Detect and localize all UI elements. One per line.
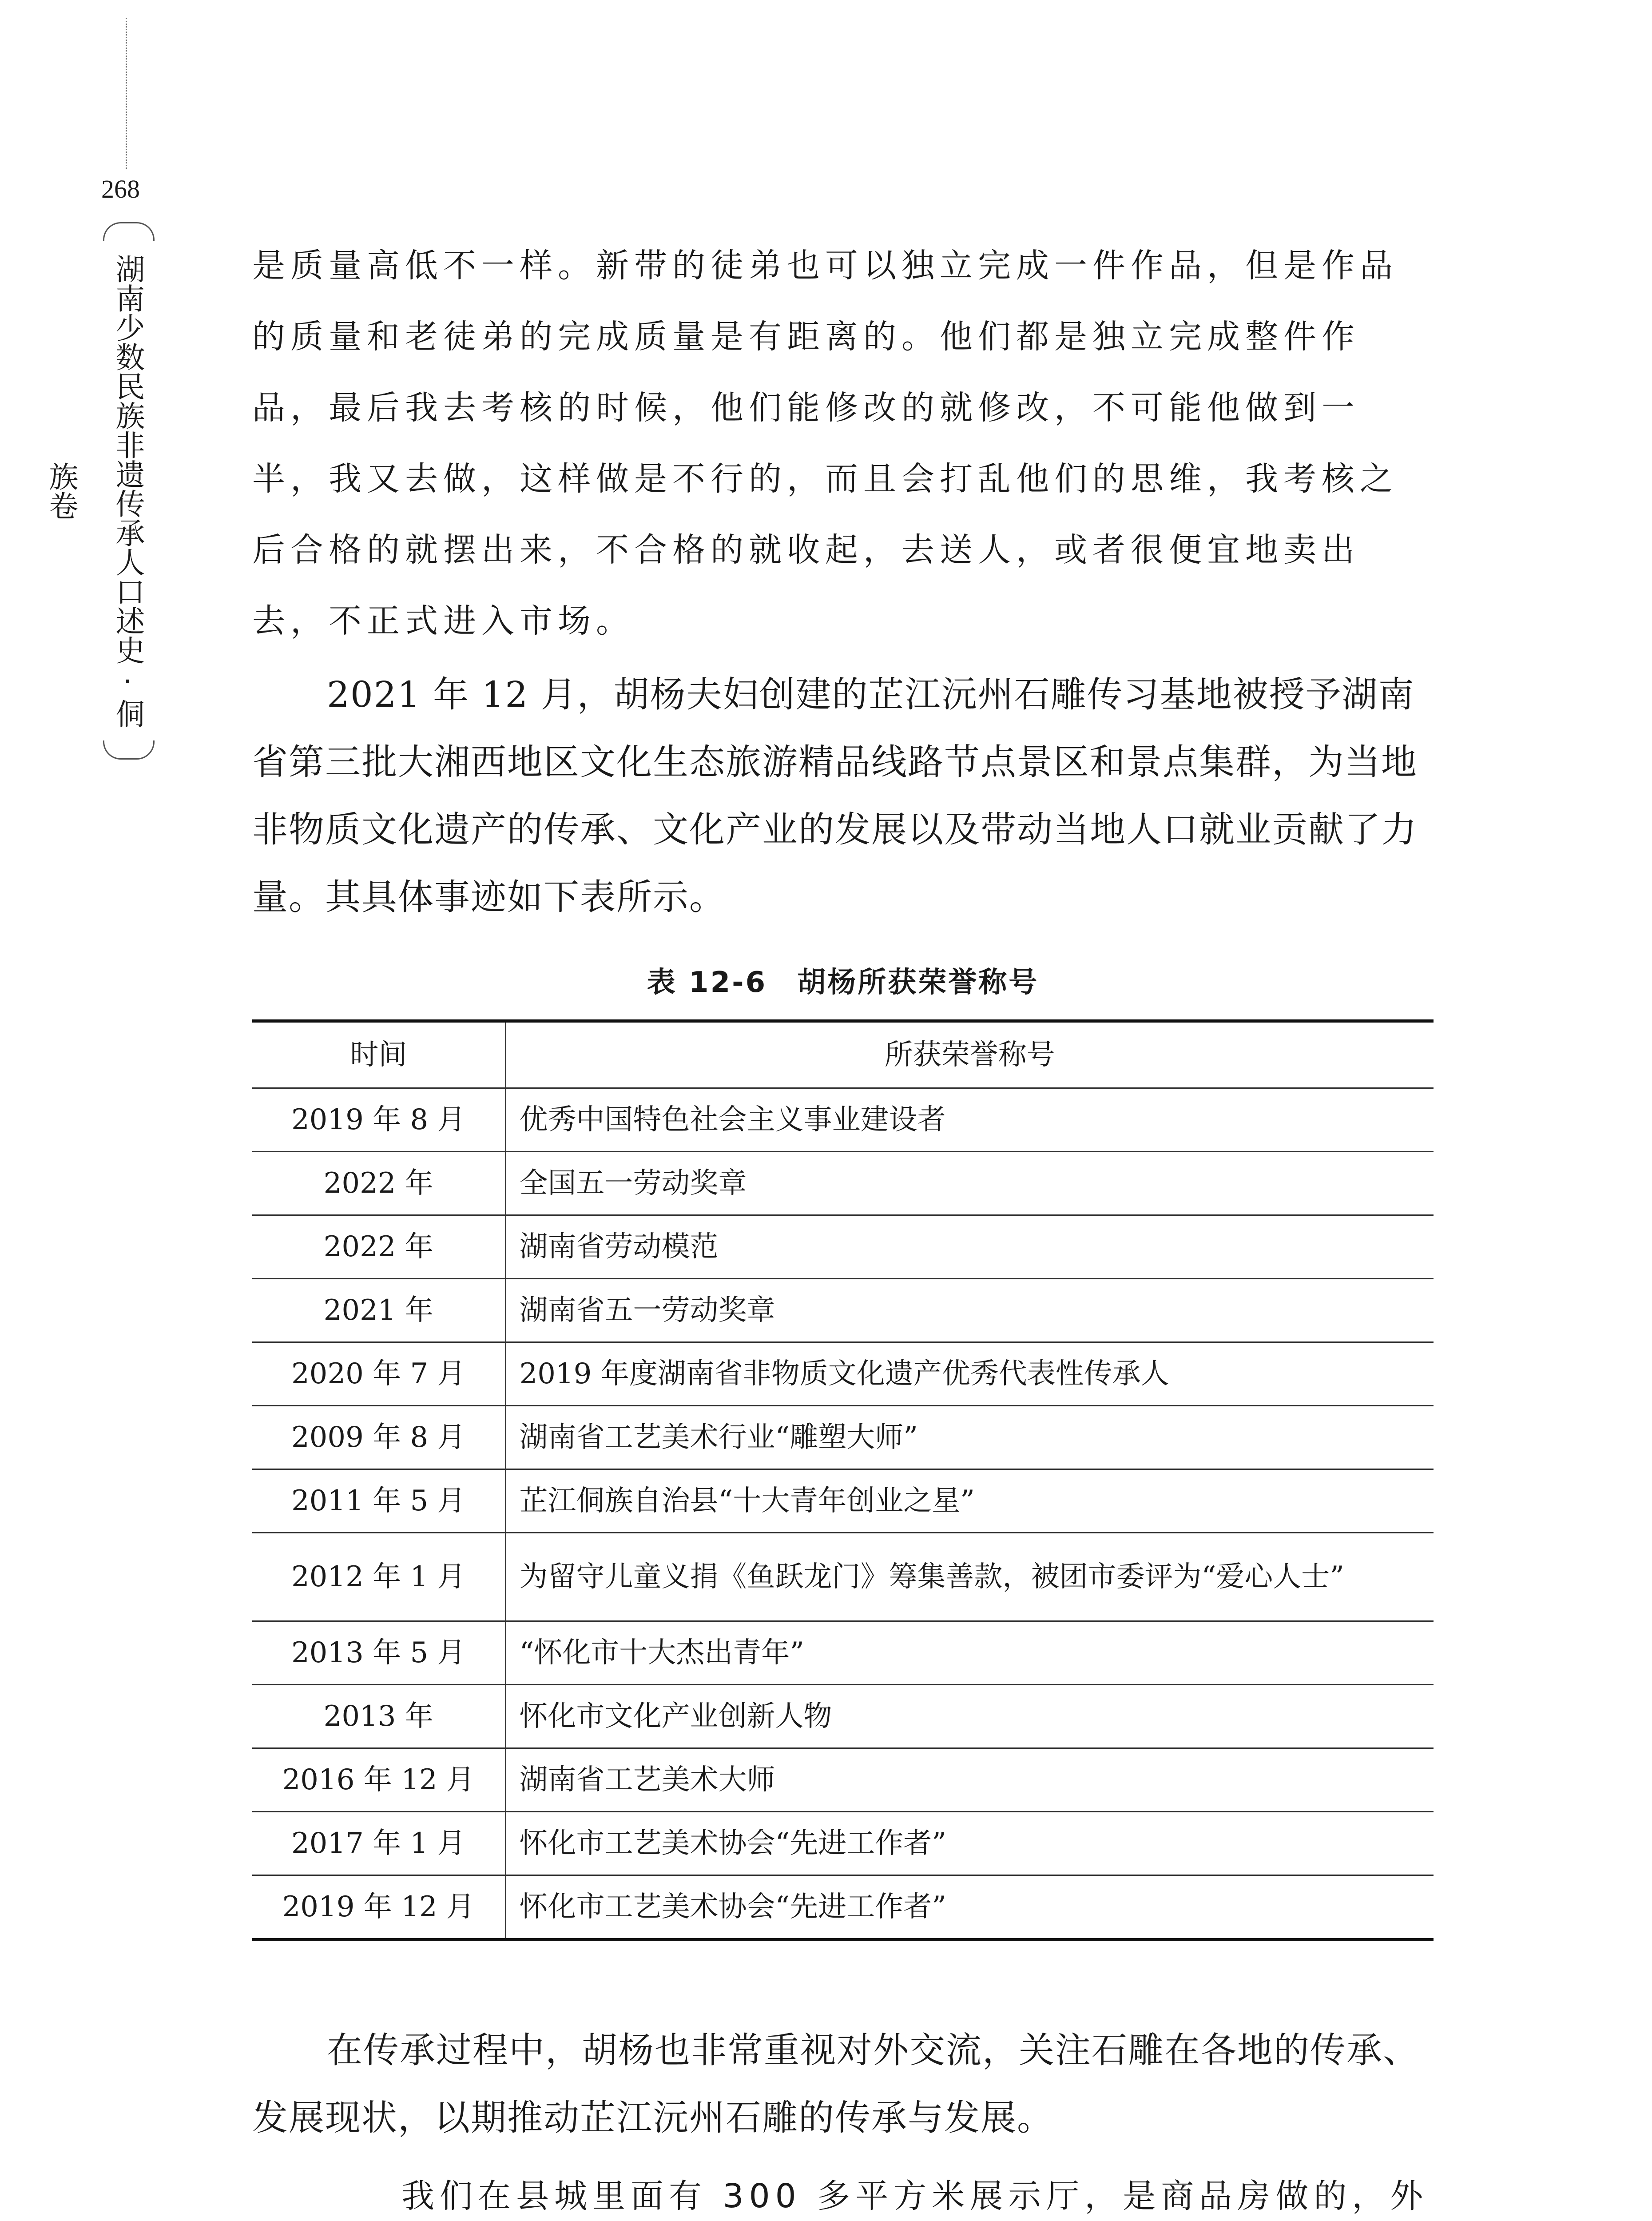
table-row — [252, 1279, 1434, 1342]
cell-time: 2022 年 — [252, 1215, 505, 1279]
cell-time: 2011 年 5 月 — [252, 1469, 505, 1533]
cell-honor: 为留守儿童义捐《鱼跃龙门》筹集善款，被团市委评为“爱心人士” — [505, 1533, 1434, 1621]
cell-time: 2019 年 8 月 — [252, 1088, 505, 1152]
cell-time: 2012 年 1 月 — [252, 1533, 505, 1621]
cell-honor: “怀化市十大杰出青年” — [505, 1621, 1434, 1685]
cell-honor: 湖南省五一劳动奖章 — [505, 1279, 1434, 1342]
table-caption: 表 12-6 胡杨所获荣誉称号 — [647, 966, 1039, 999]
table-row — [252, 1215, 1434, 1279]
margin-dotted-rule — [126, 18, 127, 169]
running-title-bracket-top — [103, 222, 155, 241]
table-row — [252, 1088, 1434, 1152]
cell-honor: 芷江侗族自治县“十大青年创业之星” — [505, 1469, 1434, 1533]
cell-honor: 湖南省工艺美术大师 — [505, 1748, 1434, 1812]
cell-honor: 怀化市文化产业创新人物 — [505, 1685, 1434, 1748]
narrative-paragraph: 2021 年 12 月，胡杨夫妇创建的芷江沅州石雕传习基地被授予湖南省第三批大湘西地区文化生态旅游精品线路节点景区和景点集群，为当地非物质文化遗产的传承、文化产业的发展以及带动当地人口就业贡献了力量。其具体事迹如下表所示。 — [252, 674, 1418, 918]
cell-honor: 全国五一劳动奖章 — [505, 1152, 1434, 1215]
top-text-block — [252, 230, 1434, 931]
cell-honor: 优秀中国特色社会主义事业建设者 — [505, 1088, 1434, 1152]
cell-time: 2019 年 12 月 — [252, 1875, 505, 1940]
cell-time: 2017 年 1 月 — [252, 1812, 505, 1875]
running-title-text: 湖南少数民族非遗传承人口述史·侗族卷 — [44, 254, 145, 728]
cell-time: 2013 年 5 月 — [252, 1621, 505, 1685]
running-title-bracket-bottom — [103, 740, 155, 760]
cell-honor: 怀化市工艺美术协会“先进工作者” — [505, 1875, 1434, 1940]
honors-table — [252, 1019, 1434, 1941]
cell-time: 2016 年 12 月 — [252, 1748, 505, 1812]
table-row — [252, 1748, 1434, 1812]
table-row — [252, 1685, 1434, 1748]
table-row — [252, 1533, 1434, 1621]
page-number: 268 — [101, 175, 140, 203]
interview-quote-start: 我们在县城里面有 300 多平方米展示厅，是商品房做的，外 — [401, 2177, 1429, 2215]
interview-quote-paragraph: 是质量高低不一样。新带的徒弟也可以独立完成一件作品，但是作品的质量和老徒弟的完成质量是有距离的。他们都是独立完成整件作品，最后我去考核的时候，他们能修改的就修改，不可能他做到一半，我又去做，这样做是不行的，而且会打乱他们的思维，我考核之后合格的就摆出来，不合格的就收起，去送人，或者很便宜地卖出去，不正式进入市场。 — [252, 247, 1398, 640]
cell-honor: 湖南省工艺美术行业“雕塑大师” — [505, 1406, 1434, 1469]
table-row — [252, 1406, 1434, 1469]
table-row — [252, 1812, 1434, 1875]
header-honor: 所获荣誉称号 — [505, 1021, 1434, 1088]
table-row — [252, 1152, 1434, 1215]
cell-honor: 2019 年度湖南省非物质文化遗产优秀代表性传承人 — [505, 1342, 1434, 1406]
cell-time: 2009 年 8 月 — [252, 1406, 505, 1469]
table-header-row — [252, 1021, 1434, 1088]
cell-time: 2022 年 — [252, 1152, 505, 1215]
narrative-paragraph-2: 在传承过程中，胡杨也非常重视对外交流，关注石雕在各地的传承、发展现状，以期推动芷江沅州石雕的传承与发展。 — [252, 2030, 1419, 2138]
cell-time: 2013 年 — [252, 1685, 505, 1748]
running-title — [44, 222, 161, 760]
cell-time: 2020 年 7 月 — [252, 1342, 505, 1406]
cell-time: 2021 年 — [252, 1279, 505, 1342]
bottom-text-block — [252, 2017, 1434, 2221]
table-row — [252, 1469, 1434, 1533]
table-row — [252, 1621, 1434, 1685]
header-time: 时间 — [252, 1021, 505, 1088]
cell-honor: 湖南省劳动模范 — [505, 1215, 1434, 1279]
table-row — [252, 1875, 1434, 1940]
table-row — [252, 1342, 1434, 1406]
cell-honor: 怀化市工艺美术协会“先进工作者” — [505, 1812, 1434, 1875]
